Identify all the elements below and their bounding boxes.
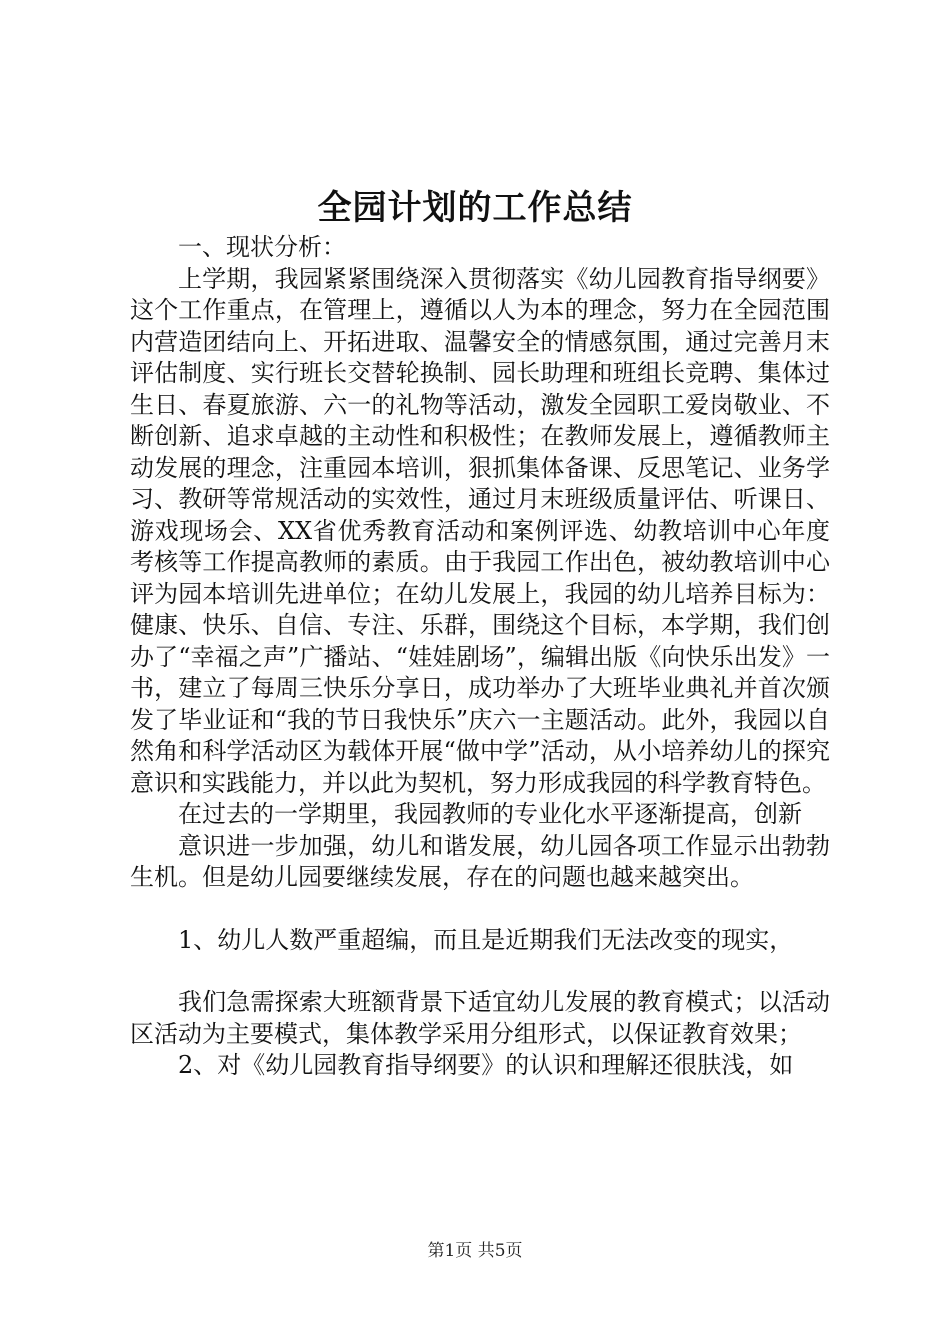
list-item: 2、对《幼儿园教育指导纲要》的认识和理解还很肤浅，如 [178, 1051, 794, 1079]
list-item: 1、幼儿人数严重超编，而且是近期我们无法改变的现实， [178, 925, 794, 954]
paragraph: 上学期，我园紧紧围绕深入贯彻落实《幼儿园教育指导纲要》这个工作重点，在管理上，遵循以人为本的理念，努力在全园范围内营造团结向上、开拓进取、温馨安全的情感氛围，通过完善月末评估制度、实行班长交替轮换制、园长助理和班组长竞聘、集体过生日、春夏旅游、六一的礼物等活动，激发全园职工爱岗敬业、不断创新、追求卓越的主动性和积极性；在教师发展上，遵循教师主动发展的理念，注重园本培训，狠抓集体备课、反思笔记、业务学习、教研等常规活动的实效性，通过月末班级质量评估、听课日、游戏现场会、XX省优秀教育活动和案例评选、幼教培训中心年度考核等工作提高教师的素质。由于我园工作出色，被幼教培训中心评为园本培训先进单位；在幼儿发展上，我园的幼儿培养目标为：健康、快乐、自信、专注、乐群，围绕这个目标，本学期，我们创办了“幸福之声”广播站、“娃娃剧场”，编辑出版《向快乐出发》一书，建立了每周三快乐分享日，成功举办了大班毕业典礼并首次颁发了毕业证和“我的节日我快乐”庆六一主题活动。此外，我园以自然角和科学活动区为载体开展“做中学”活动，从小培养幼儿的探究意识和实践能力，并以此为契机，努力形成我园的科学教育特色。 [130, 264, 830, 797]
paragraph: 我们急需探索大班额背景下适宜幼儿发展的教育模式；以活动区活动为主要模式，集体教学采用分组形式，以保证教育效果； [130, 988, 830, 1048]
page-number-footer: 第1页 共5页 [427, 1241, 523, 1261]
section-heading: 一、现状分析： [178, 233, 346, 261]
paragraph: 意识进一步加强，幼儿和谐发展，幼儿园各项工作显示出勃勃生机。但是幼儿园要继续发展，存在的问题也越来越突出。 [130, 831, 830, 891]
document-title: 全园计划的工作总结 [317, 188, 633, 228]
document-body [130, 232, 830, 1082]
paragraph: 在过去的一学期里，我园教师的专业化水平逐渐提高，创新 [178, 800, 802, 828]
